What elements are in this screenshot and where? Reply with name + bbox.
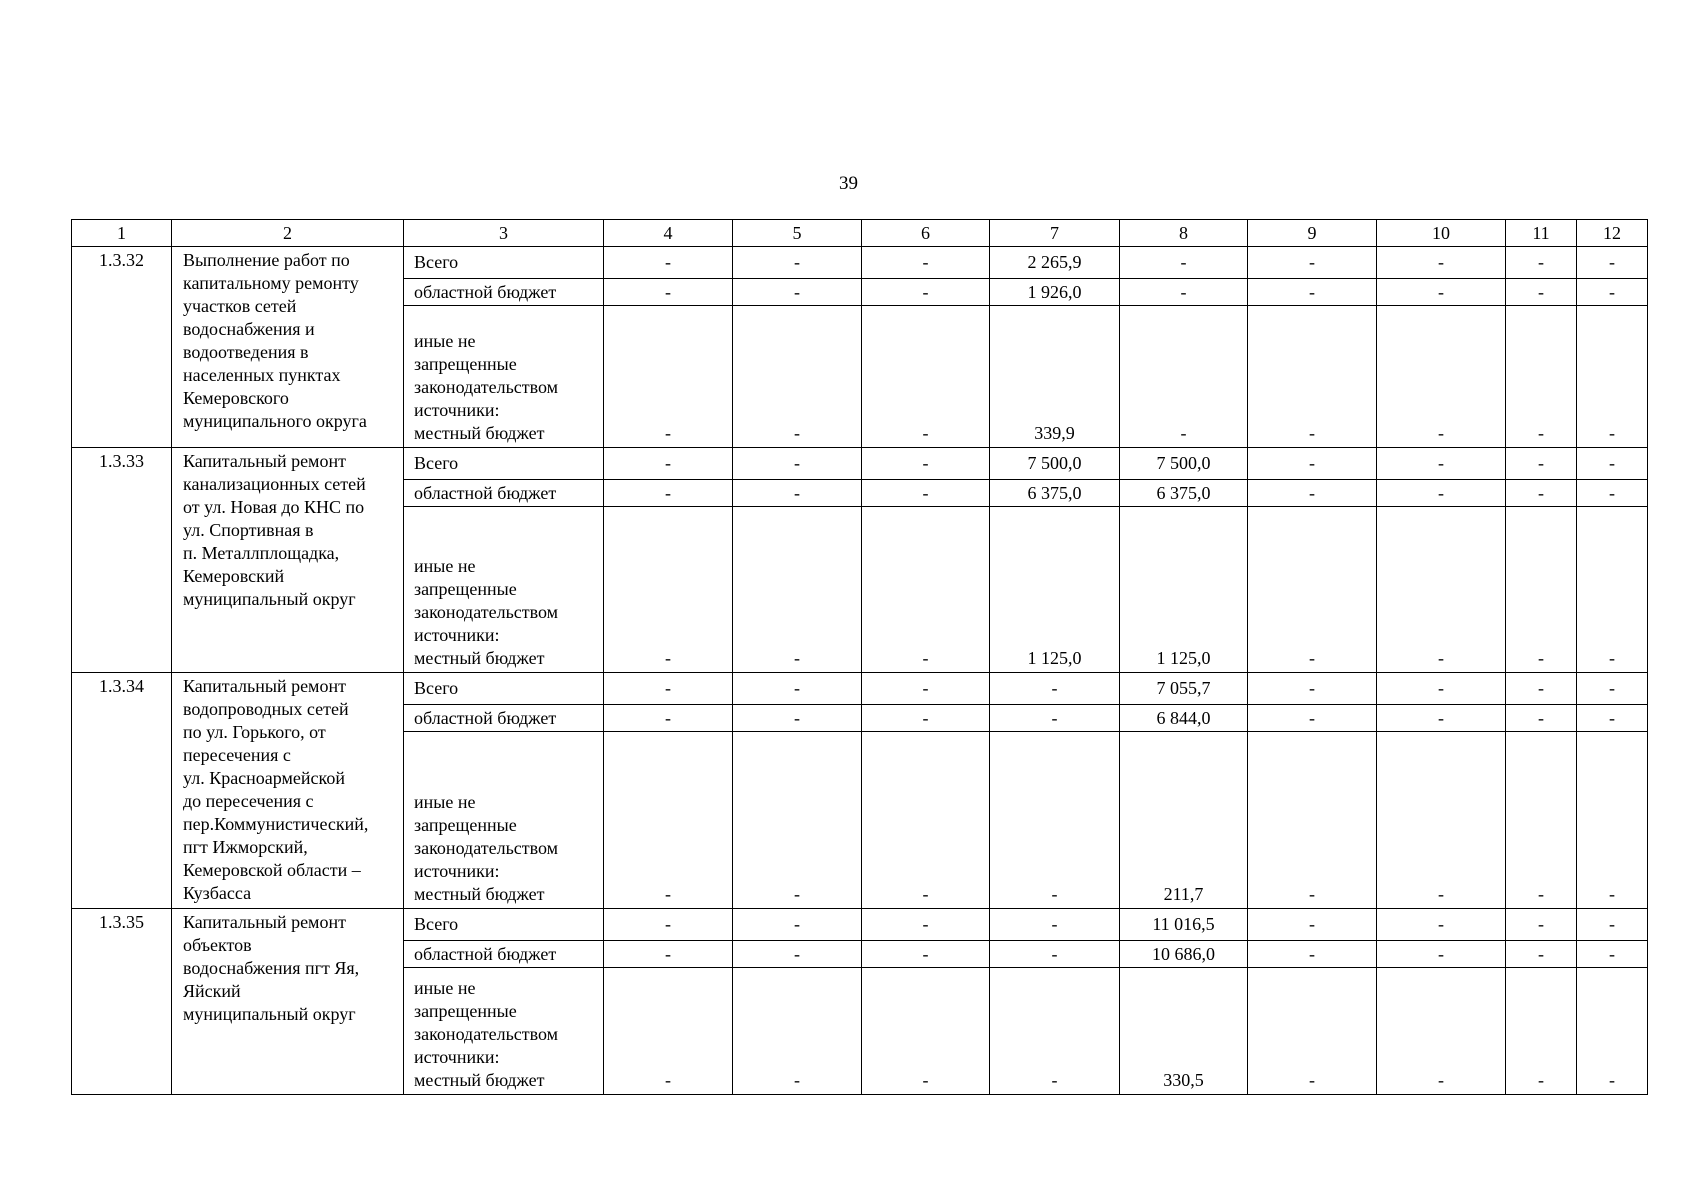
value-cell: - [862, 673, 990, 705]
item-name-line: водоснабжения пгт Яя, [183, 958, 360, 978]
source-total-label: Всего [404, 673, 604, 705]
value-cell: 6 375,0 [1120, 480, 1248, 507]
value-cell: - [1120, 279, 1248, 306]
value-cell: - [733, 909, 862, 941]
value-cell: 7 500,0 [1120, 448, 1248, 480]
value-cell: - [733, 732, 862, 909]
item-name-line: объектов [183, 935, 252, 955]
value-cell: - [1120, 247, 1248, 279]
source-total-label: Всего [404, 247, 604, 279]
table-row-total [72, 448, 1648, 480]
value-cell: - [1377, 306, 1506, 448]
value-cell: - [1577, 909, 1648, 941]
value-cell: - [990, 968, 1120, 1095]
value-cell: - [1377, 247, 1506, 279]
column-header: 3 [404, 220, 604, 247]
value-cell: - [862, 507, 990, 673]
item-code: 1.3.35 [72, 909, 172, 1095]
value-cell: - [733, 968, 862, 1095]
value-cell: - [1377, 732, 1506, 909]
item-name-line: ул. Спортивная в [183, 520, 314, 540]
item-name-line: пер.Коммунистический, [183, 814, 369, 834]
value-cell: - [1506, 941, 1577, 968]
source-other-label [404, 732, 604, 909]
value-cell: 1 125,0 [990, 507, 1120, 673]
value-cell: - [1377, 480, 1506, 507]
source-regional-label: областной бюджет [404, 480, 604, 507]
value-cell: - [604, 673, 733, 705]
value-cell: - [1248, 279, 1377, 306]
source-other-line: запрещенные [414, 1001, 517, 1021]
value-cell: - [604, 968, 733, 1095]
value-cell: - [1577, 507, 1648, 673]
value-cell: - [1248, 909, 1377, 941]
value-cell: - [1377, 448, 1506, 480]
source-other-line: законодательством [414, 377, 559, 397]
column-header: 9 [1248, 220, 1377, 247]
value-cell: - [990, 941, 1120, 968]
source-other-line: местный бюджет [414, 884, 545, 904]
value-cell: - [1248, 480, 1377, 507]
value-cell: - [1248, 705, 1377, 732]
item-name-line: пгт Ижморский, [183, 837, 308, 857]
source-other-line: местный бюджет [414, 648, 545, 668]
value-cell: - [604, 306, 733, 448]
value-cell: - [862, 705, 990, 732]
value-cell: - [733, 247, 862, 279]
value-cell: - [862, 732, 990, 909]
value-cell: - [733, 673, 862, 705]
budget-table [71, 219, 1648, 1095]
value-cell: - [862, 968, 990, 1095]
source-other-line: законодательством [414, 1024, 559, 1044]
value-cell: - [1577, 279, 1648, 306]
source-other-label [404, 507, 604, 673]
value-cell: - [1506, 507, 1577, 673]
value-cell: - [1577, 941, 1648, 968]
item-code: 1.3.33 [72, 448, 172, 673]
value-cell: - [1506, 448, 1577, 480]
source-regional-label: областной бюджет [404, 279, 604, 306]
value-cell: 1 926,0 [990, 279, 1120, 306]
value-cell: - [1506, 279, 1577, 306]
value-cell: - [862, 909, 990, 941]
value-cell: 6 844,0 [1120, 705, 1248, 732]
source-total-label: Всего [404, 448, 604, 480]
table-body [72, 220, 1648, 1095]
value-cell: - [1577, 732, 1648, 909]
value-cell: - [604, 247, 733, 279]
value-cell: - [604, 480, 733, 507]
value-cell: - [733, 448, 862, 480]
value-cell: 211,7 [1120, 732, 1248, 909]
value-cell: - [862, 941, 990, 968]
value-cell: - [990, 673, 1120, 705]
value-cell: - [1506, 247, 1577, 279]
source-other-line: законодательством [414, 838, 559, 858]
value-cell: - [1377, 968, 1506, 1095]
value-cell: 10 686,0 [1120, 941, 1248, 968]
item-name-line: Яйский [183, 981, 241, 1001]
source-other-line: запрещенные [414, 354, 517, 374]
item-name-line: капитальному ремонту [183, 273, 359, 293]
table-row-total [72, 673, 1648, 705]
value-cell: 7 055,7 [1120, 673, 1248, 705]
value-cell: - [1506, 673, 1577, 705]
value-cell: - [1506, 705, 1577, 732]
item-name [172, 909, 404, 1095]
item-name-line: Капитальный ремонт [183, 912, 346, 932]
value-cell: - [733, 705, 862, 732]
value-cell: - [1377, 705, 1506, 732]
value-cell: - [862, 306, 990, 448]
value-cell: - [1377, 941, 1506, 968]
source-other-line: местный бюджет [414, 1070, 545, 1090]
value-cell: - [1506, 909, 1577, 941]
value-cell: - [1506, 732, 1577, 909]
value-cell: - [1506, 306, 1577, 448]
column-header: 5 [733, 220, 862, 247]
item-code: 1.3.34 [72, 673, 172, 909]
column-header: 6 [862, 220, 990, 247]
value-cell: - [1377, 279, 1506, 306]
value-cell: - [604, 732, 733, 909]
value-cell: - [1577, 705, 1648, 732]
item-name-line: ул. Красноармейской [183, 768, 345, 788]
source-other-line: запрещенные [414, 815, 517, 835]
column-header: 2 [172, 220, 404, 247]
item-name-line: населенных пунктах [183, 365, 341, 385]
item-name-line: водопроводных сетей [183, 699, 349, 719]
value-cell: - [1248, 507, 1377, 673]
value-cell: 339,9 [990, 306, 1120, 448]
item-name-line: Капитальный ремонт [183, 451, 346, 471]
value-cell: - [733, 306, 862, 448]
item-name [172, 448, 404, 673]
value-cell: - [1377, 909, 1506, 941]
value-cell: - [1377, 673, 1506, 705]
value-cell: - [604, 507, 733, 673]
source-other-line: иные не [414, 331, 476, 351]
value-cell: - [733, 279, 862, 306]
source-total-label: Всего [404, 909, 604, 941]
source-other-label [404, 306, 604, 448]
page-number: 39 [839, 173, 858, 194]
value-cell: - [1120, 306, 1248, 448]
value-cell: - [862, 279, 990, 306]
source-other-line: местный бюджет [414, 423, 545, 443]
source-other-line: источники: [414, 1047, 500, 1067]
value-cell: - [1506, 480, 1577, 507]
column-header: 8 [1120, 220, 1248, 247]
value-cell: - [1248, 448, 1377, 480]
value-cell: 7 500,0 [990, 448, 1120, 480]
column-header: 1 [72, 220, 172, 247]
value-cell: - [733, 941, 862, 968]
value-cell: - [604, 279, 733, 306]
item-name-line: Кузбасса [183, 883, 252, 903]
value-cell: - [1506, 968, 1577, 1095]
source-other-line: источники: [414, 625, 500, 645]
item-name-line: участков сетей [183, 296, 297, 316]
item-name-line: пересечения с [183, 745, 291, 765]
value-cell: - [1577, 968, 1648, 1095]
value-cell: - [862, 247, 990, 279]
value-cell: - [1377, 507, 1506, 673]
value-cell: - [990, 732, 1120, 909]
value-cell: - [604, 941, 733, 968]
source-other-line: законодательством [414, 602, 559, 622]
item-name-line: муниципального округа [183, 411, 367, 431]
item-name-line: до пересечения с [183, 791, 314, 811]
source-other-line: иные не [414, 978, 476, 998]
column-header: 4 [604, 220, 733, 247]
item-name-line: муниципальный округ [183, 589, 356, 609]
value-cell: - [1248, 306, 1377, 448]
value-cell: - [1248, 941, 1377, 968]
item-name-line: водоснабжения и [183, 319, 315, 339]
item-name [172, 673, 404, 909]
value-cell: - [1248, 247, 1377, 279]
value-cell: 11 016,5 [1120, 909, 1248, 941]
source-other-label [404, 968, 604, 1095]
item-name-line: Кемеровского [183, 388, 289, 408]
value-cell: - [862, 448, 990, 480]
value-cell: - [1577, 448, 1648, 480]
value-cell: - [1577, 673, 1648, 705]
value-cell: - [862, 480, 990, 507]
source-other-line: источники: [414, 861, 500, 881]
source-regional-label: областной бюджет [404, 941, 604, 968]
value-cell: - [1248, 968, 1377, 1095]
value-cell: - [1248, 732, 1377, 909]
table-row-total [72, 247, 1648, 279]
value-cell: 6 375,0 [990, 480, 1120, 507]
column-header: 11 [1506, 220, 1577, 247]
source-regional-label: областной бюджет [404, 705, 604, 732]
value-cell: - [604, 448, 733, 480]
item-name-line: Выполнение работ по [183, 250, 350, 270]
source-other-line: иные не [414, 792, 476, 812]
column-header-row [72, 220, 1648, 247]
item-name-line: Кемеровской области – [183, 860, 361, 880]
source-other-line: источники: [414, 400, 500, 420]
source-other-line: иные не [414, 556, 476, 576]
value-cell: - [733, 507, 862, 673]
item-name-line: Капитальный ремонт [183, 676, 346, 696]
item-name-line: Кемеровский [183, 566, 285, 586]
column-header: 10 [1377, 220, 1506, 247]
item-name-line: водоотведения в [183, 342, 309, 362]
value-cell: - [604, 705, 733, 732]
source-other-line: запрещенные [414, 579, 517, 599]
table-row-total [72, 909, 1648, 941]
value-cell: - [1248, 673, 1377, 705]
column-header: 7 [990, 220, 1120, 247]
value-cell: 2 265,9 [990, 247, 1120, 279]
item-name-line: п. Металлплощадка, [183, 543, 340, 563]
item-name-line: канализационных сетей [183, 474, 366, 494]
item-name [172, 247, 404, 448]
item-name-line: по ул. Горького, от [183, 722, 326, 742]
value-cell: - [1577, 247, 1648, 279]
value-cell: - [990, 909, 1120, 941]
value-cell: - [990, 705, 1120, 732]
value-cell: - [1577, 480, 1648, 507]
value-cell: - [1577, 306, 1648, 448]
value-cell: 330,5 [1120, 968, 1248, 1095]
item-name-line: от ул. Новая до КНС по [183, 497, 365, 517]
item-name-line: муниципальный округ [183, 1004, 356, 1024]
value-cell: - [733, 480, 862, 507]
item-code: 1.3.32 [72, 247, 172, 448]
value-cell: - [604, 909, 733, 941]
column-header: 12 [1577, 220, 1648, 247]
value-cell: 1 125,0 [1120, 507, 1248, 673]
